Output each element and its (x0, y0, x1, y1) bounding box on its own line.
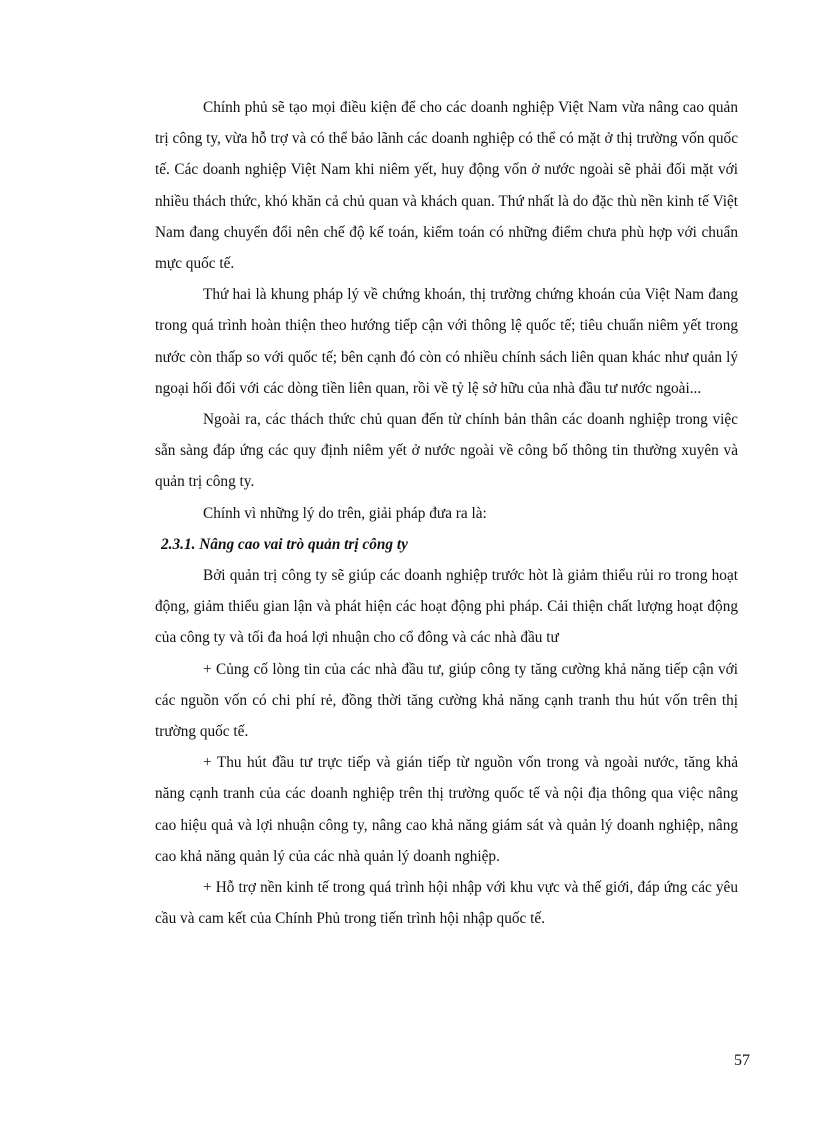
bullet-paragraph: + Củng cố lòng tin của các nhà đầu tư, giúp công ty tăng cường khả năng tiếp cận với các nguồn vốn có chi phí rẻ, đồng thời tăng cường khả năng cạnh tranh thu hút vốn trên thị trường quốc tế. (155, 660, 738, 741)
section-heading: 2.3.1. Nâng cao vai trò quản trị công ty (161, 535, 408, 553)
paragraph: Chính phủ sẽ tạo mọi điều kiện để cho các doanh nghiệp Việt Nam vừa nâng cao quản trị công ty, vừa hỗ trợ và có thể bảo lãnh các doanh nghiệp có thể có mặt ở thị trường vốn quốc tế. Các doanh nghiệp Việt Nam khi niêm yết, huy động vốn ở nước ngoài sẽ phải đối mặt với nhiều thách thức, khó khăn cả chủ quan và khách quan. Thứ nhất là do đặc thù nền kinh tế Việt Nam đang chuyển đổi nên chế độ kế toán, kiểm toán có những điểm chưa phù hợp với chuẩn mực quốc tế. (155, 99, 738, 273)
paragraph: Bởi quản trị công ty sẽ giúp các doanh nghiệp trước hòt là giảm thiểu rủi ro trong hoạt động, giảm thiểu gian lận và phát hiện các hoạt động phi pháp. Cải thiện chất lượng hoạt động của công ty và tối đa hoá lợi nhuận cho cổ đông và các nhà đầu tư (155, 567, 738, 647)
paragraph: Thứ hai là khung pháp lý về chứng khoán, thị trường chứng khoán của Việt Nam đang trong quá trình hoàn thiện theo hướng tiếp cận với thông lệ quốc tế; tiêu chuẩn niêm yết trong nước còn thấp so với quốc tế; bên cạnh đó còn có nhiều chính sách liên quan khác như quản lý ngoại hối đối với các dòng tiền liên quan, rồi về tỷ lệ sở hữu của nhà đầu tư nước ngoài... (155, 286, 738, 397)
page-number: 57 (734, 1052, 750, 1069)
bullet-paragraph: + Thu hút đầu tư trực tiếp và gián tiếp từ nguồn vốn trong và ngoài nước, tăng khả năng cạnh tranh của các doanh nghiệp trên thị trường quốc tế và nội địa thông qua việc nâng cao hiệu quả và lợi nhuận công ty, nâng cao khả năng giám sát và quản lý doanh nghiệp, nâng cao khả năng quản lý của các nhà quản lý doanh nghiệp. (155, 754, 738, 865)
paragraph: Ngoài ra, các thách thức chủ quan đến từ chính bản thân các doanh nghiệp trong việc sẵn sàng đáp ứng các quy định niêm yết ở nước ngoài về công bố thông tin thường xuyên và quản trị công ty. (155, 411, 738, 491)
paragraph: Chính vì những lý do trên, giải pháp đưa ra là: (203, 504, 487, 522)
document-page (155, 92, 738, 934)
bullet-paragraph: + Hỗ trợ nền kinh tế trong quá trình hội nhập với khu vực và thế giới, đáp ứng các yêu cầu và cam kết của Chính Phủ trong tiến trình hội nhập quốc tế. (155, 879, 738, 928)
